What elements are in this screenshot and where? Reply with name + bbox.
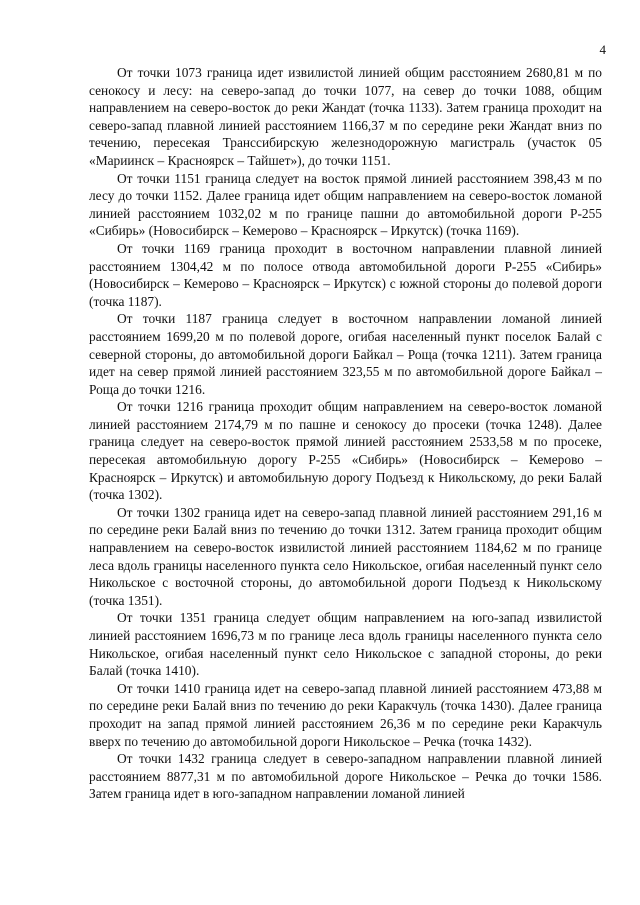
paragraph: От точки 1187 граница следует в восточном направлении ломаной линией расстоянием 1699,20 м по полевой дороге, огибая населенный пункт поселок Балай с северной стороны, до автомобильной дороги Байкал – Роща (точка 1211). Затем граница идет на север прямой линией расстоянием 323,55 м по автомобильной дороге Байкал – Роща до точки 1216.	[89, 311, 602, 397]
paragraph: От точки 1410 граница идет на северо-запад плавной линией расстоянием 473,88 м по середине реки Балай вниз по течению до реки Каракчуль (точка 1430). Далее граница проходит на запад прямой линией расстоянием 26,36 м по середине реки Каракчуль вверх по течению до автомобильной дороги Никольское – Речка (точка 1432).	[89, 680, 602, 749]
paragraph: От точки 1432 граница следует в северо-западном направлении плавной линией расстоянием 8877,31 м по автомобильной дороге Никольское – Речка до точки 1586. Затем граница идет в юго-западном направлении ломаной линией	[89, 751, 602, 802]
paragraph: От точки 1169 граница проходит в восточном направлении плавной линией расстоянием 1304,42 м по полосе отвода автомобильной дороги Р-255 «Сибирь» (Новосибирск – Кемерово – Красноярск – Иркутск) с южной стороны до полевой дороги (точка 1187).	[89, 240, 602, 309]
paragraph: От точки 1351 граница следует общим направлением на юго-запад извилистой линией расстоянием 1696,73 м по границе леса вдоль границы населенного пункта село Никольское, огибая населенный пункт село Никольское с западной стороны, до реки Балай (точка 1410).	[89, 610, 602, 679]
paragraph: От точки 1151 граница следует на восток прямой линией расстоянием 398,43 м по лесу до точки 1152. Далее граница идет общим направлением на северо-восток ломаной линией расстоянием 1032,02 м по границе пашни до автомобильной дороги Р-255 «Сибирь» (Новосибирск – Кемерово – Красноярск – Иркутск) (точка 1169).	[89, 170, 602, 239]
paragraph: От точки 1073 граница идет извилистой линией общим расстоянием 2680,81 м по сенокосу и лесу: на северо-запад до точки 1077, на север до точки 1088, общим направлением на северо-восток до реки Жандат (точка 1133). Затем граница проходит на северо-запад плавной линией расстоянием 1166,37 м по середине реки Жандат вниз по течению, пересекая Транссибирскую железнодорожную магистраль (участок 05 «Мариинск – Красноярск – Тайшет»), до точки 1151.	[89, 65, 602, 168]
paragraph: От точки 1216 граница проходит общим направлением на северо-восток ломаной линией расстоянием 2174,79 м по пашне и сенокосу до просеки (точка 1248). Далее граница следует на северо-восток прямой линией расстоянием 2533,58 м по просеке, пересекая автомобильную дорогу Р-255 «Сибирь» (Новосибирск – Кемерово – Красноярск – Иркутск) и автомобильную дорогу Подъезд к Никольскому, до реки Балай (точка 1302).	[89, 399, 602, 503]
page-number: 4	[599, 42, 606, 57]
document-body	[89, 64, 602, 803]
paragraph: От точки 1302 граница идет на северо-запад плавной линией расстоянием 291,16 м по середине реки Балай вниз по течению до точки 1312. Затем граница проходит общим направлением на северо-восток извилистой линией расстоянием 1184,62 м по границе леса вдоль границы населенного пункта село Никольское, огибая населенный пункт село Никольское с восточной стороны, до автомобильной дороги Подъезд к Никольскому (точка 1351).	[89, 504, 602, 608]
